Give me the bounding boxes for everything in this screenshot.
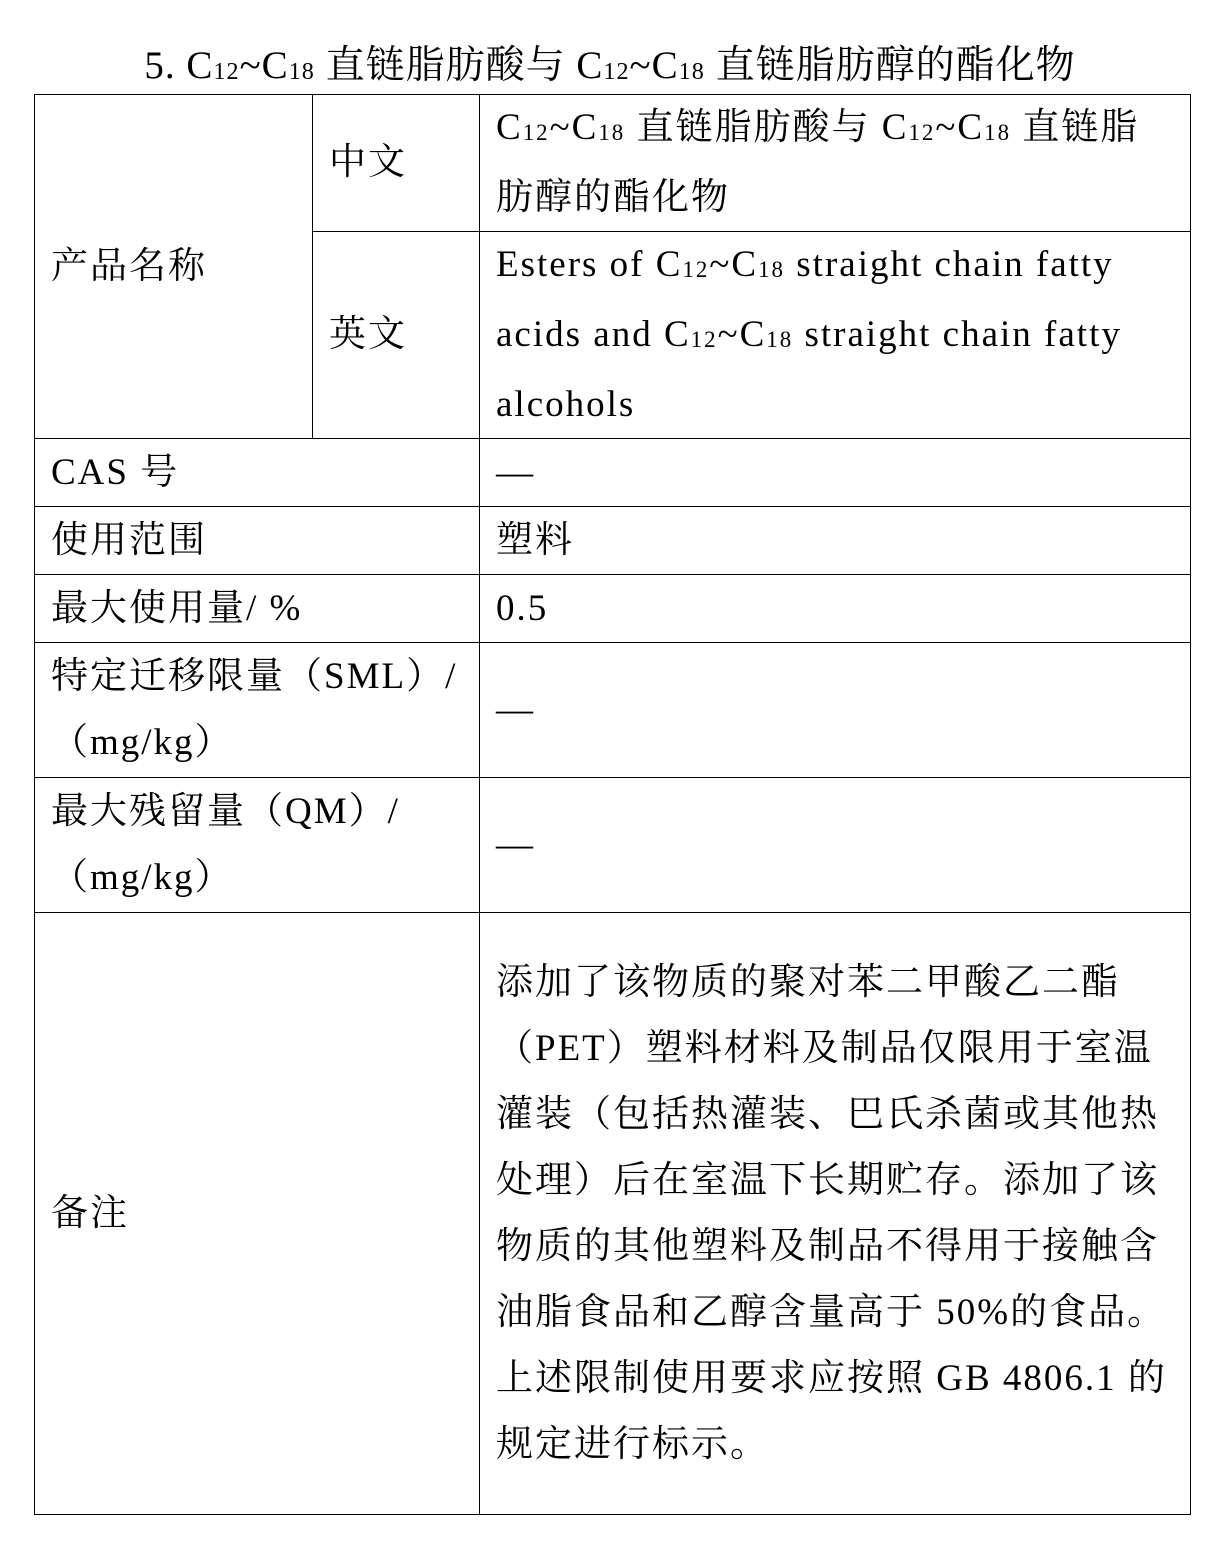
usage-scope-value: 塑料 xyxy=(480,507,1191,575)
table-row xyxy=(35,778,1191,913)
qm-label: 最大残留量（QM）/（mg/kg） xyxy=(35,778,480,913)
english-name-label: 英文 xyxy=(313,232,480,439)
cas-label: CAS 号 xyxy=(35,439,480,507)
english-name-value: Esters of $C_{12}\sim C_{18}$ straight chain fatty acids and $C_{12}\sim C_{18}$ straight chain fatty alcohols xyxy=(480,232,1191,439)
chinese-name-value: $C_{12}\sim C_{18}$ 直链脂肪酸与 $C_{12}\sim C_{18}$ 直链脂肪醇的酯化物 xyxy=(480,95,1191,232)
cas-value: — xyxy=(480,439,1191,507)
chinese-name-label: 中文 xyxy=(313,95,480,232)
substance-spec-table xyxy=(34,94,1191,1515)
max-usage-value: 0.5 xyxy=(480,575,1191,643)
table-row xyxy=(35,95,1191,232)
table-row xyxy=(35,439,1191,507)
product-name-label: 产品名称 xyxy=(35,95,313,439)
page-title: 5. $C_{12}\sim C_{18}$ 直链脂肪酸与 $C_{12}\sim C_{18}$ 直链脂肪醇的酯化物 xyxy=(144,44,1076,87)
sml-value: — xyxy=(480,643,1191,778)
remarks-label: 备注 xyxy=(35,913,480,1515)
qm-value: — xyxy=(480,778,1191,913)
remarks-value: 添加了该物质的聚对苯二甲酸乙二酯（PET）塑料材料及制品仅限用于室温灌装（包括热灌装、巴氏杀菌或其他热处理）后在室温下长期贮存。添加了该物质的其他塑料及制品不得用于接触含油脂食品和乙醇含量高于 50%的食品。上述限制使用要求应按照 GB 4806.1 的规定进行标示。 xyxy=(480,913,1191,1515)
table-row xyxy=(35,575,1191,643)
table-row xyxy=(35,913,1191,1515)
table-row xyxy=(35,643,1191,778)
table-row xyxy=(35,507,1191,575)
max-usage-label: 最大使用量/ % xyxy=(35,575,480,643)
usage-scope-label: 使用范围 xyxy=(35,507,480,575)
sml-label: 特定迁移限量（SML）/（mg/kg） xyxy=(35,643,480,778)
